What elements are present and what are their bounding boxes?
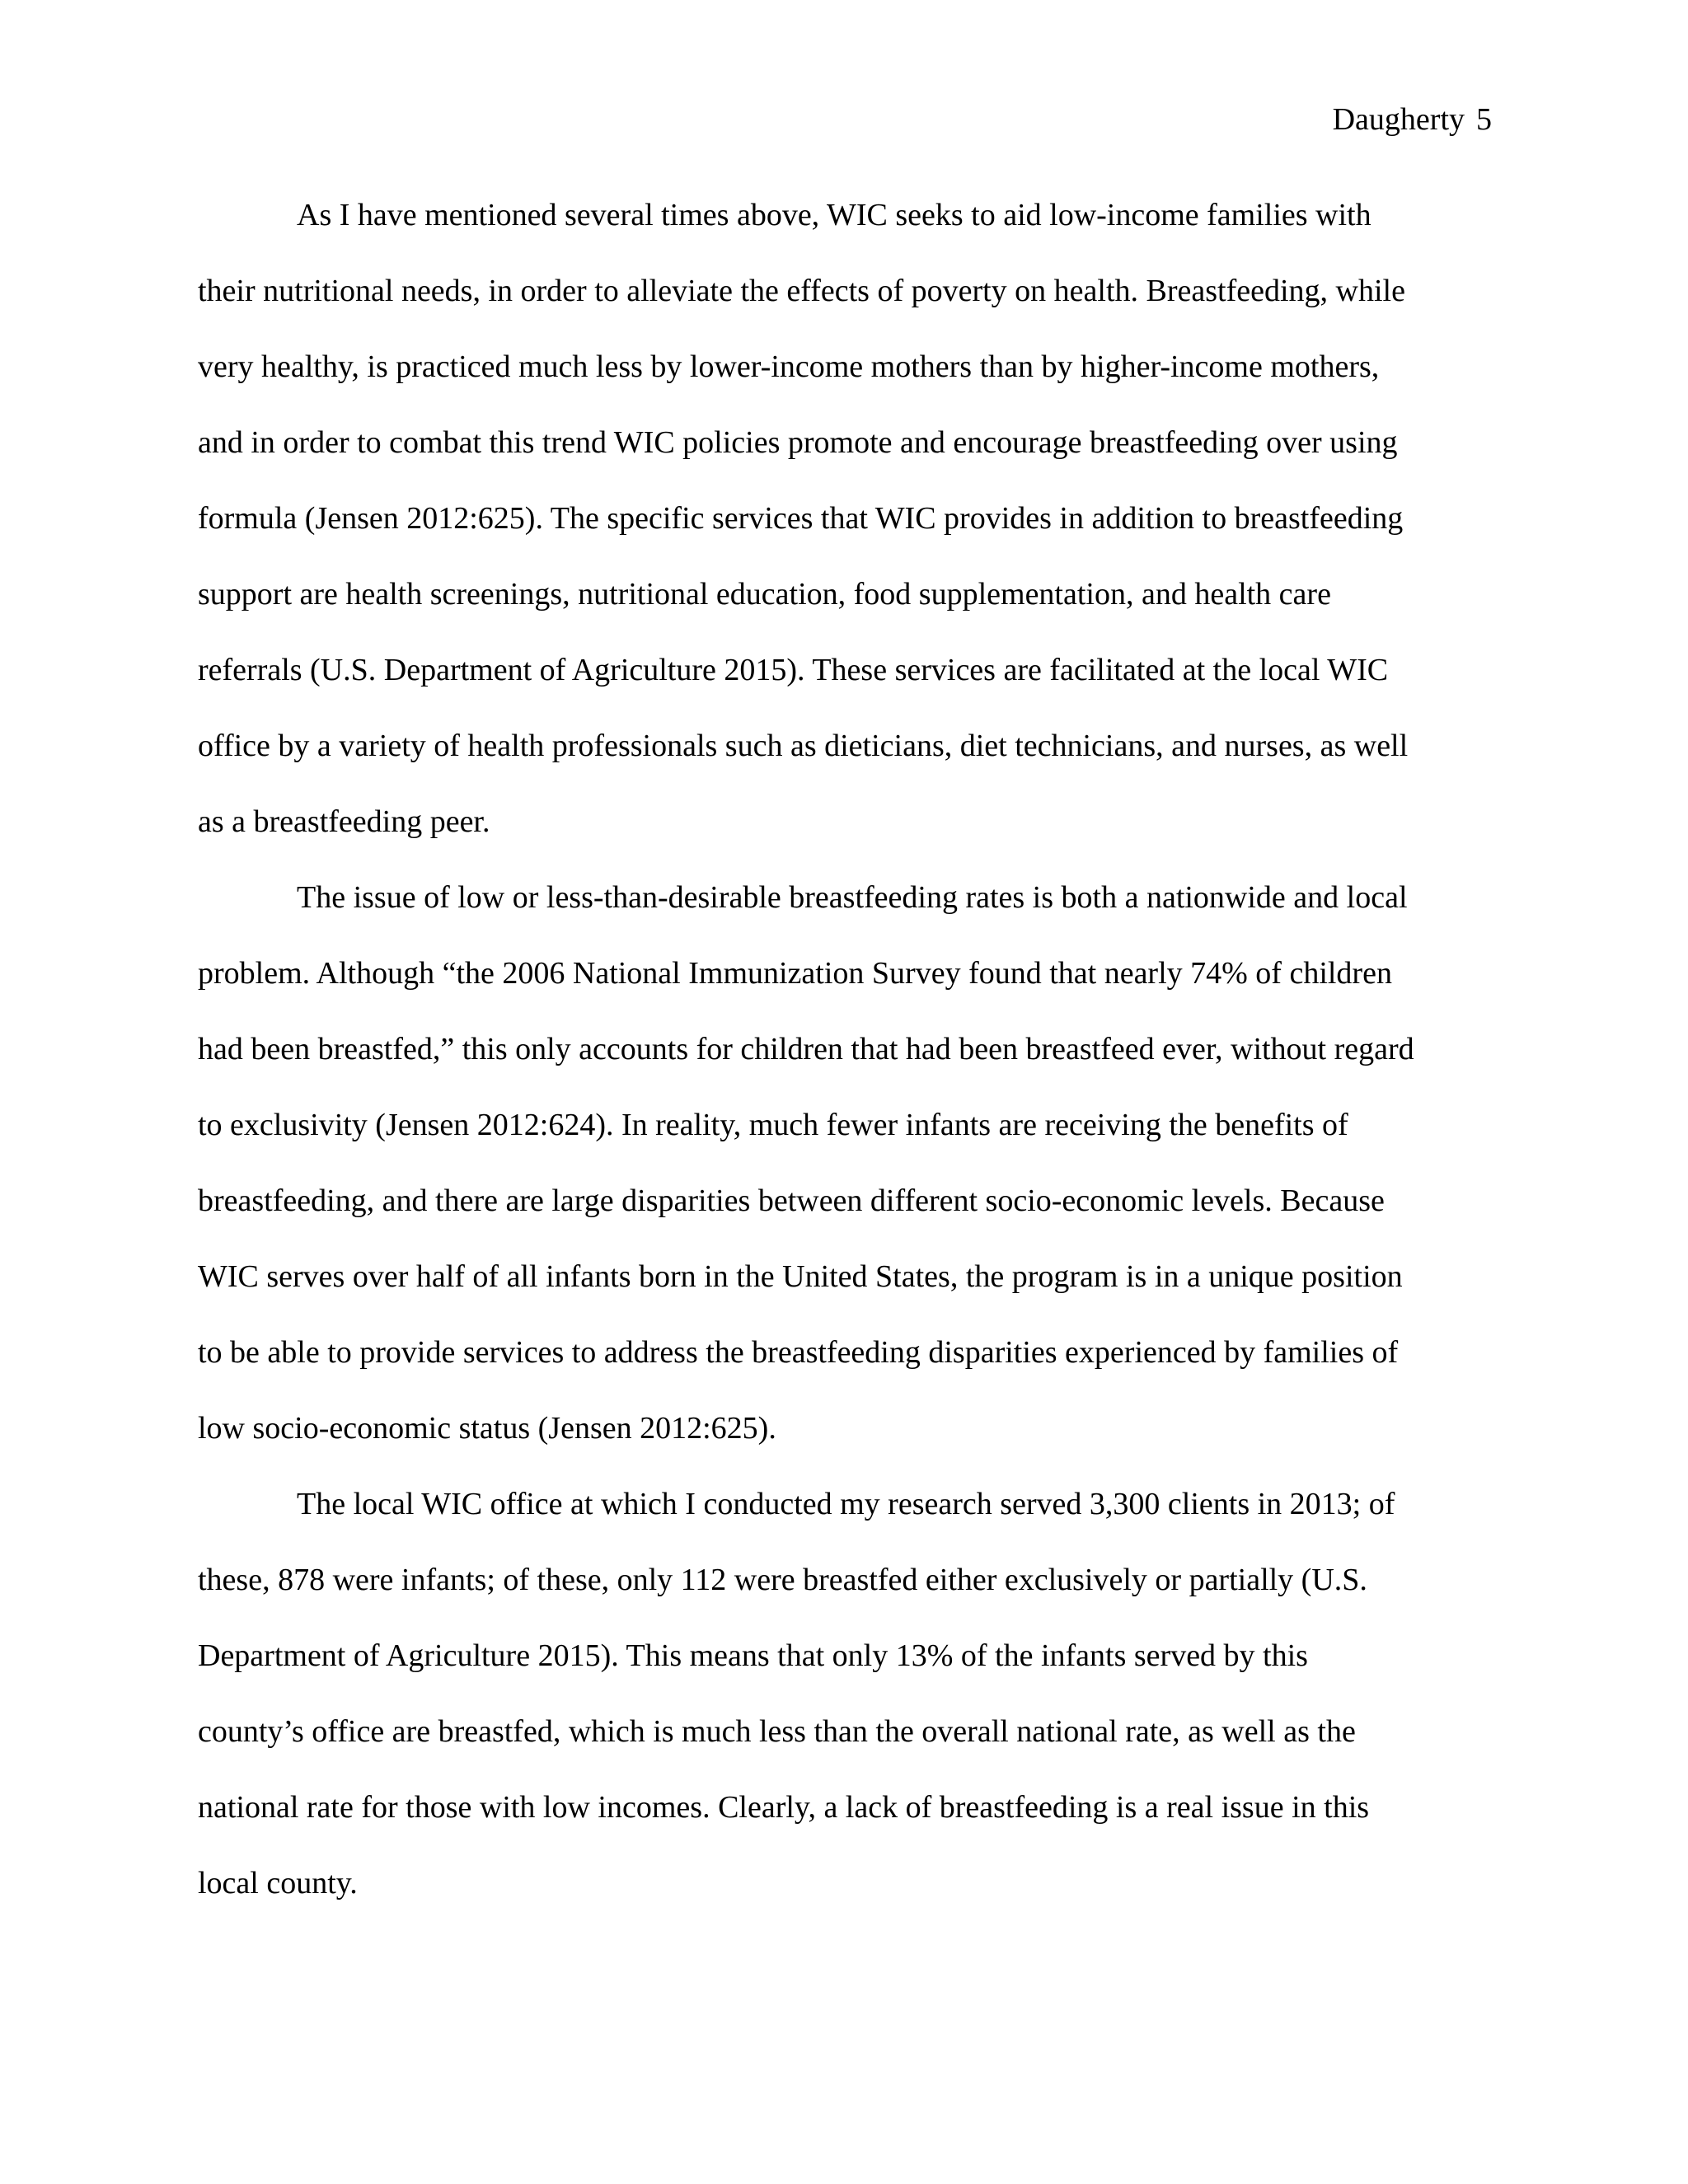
text-line: Department of Agriculture 2015). This means that only 13% of the infants served by this xyxy=(198,1638,1308,1673)
text-line: formula (Jensen 2012:625). The specific services that WIC provides in addition to breastfeeding xyxy=(198,501,1404,536)
text-line: The issue of low or less-than-desirable breastfeeding rates is both a nationwide and local xyxy=(297,880,1408,915)
text-line: problem. Although “the 2006 National Immunization Survey found that nearly 74% of children xyxy=(198,956,1392,991)
text-line: breastfeeding, and there are large disparities between different socio-economic levels. Because xyxy=(198,1183,1385,1218)
text-line: and in order to combat this trend WIC policies promote and encourage breastfeeding over using xyxy=(198,425,1398,460)
body-text xyxy=(198,194,1467,1938)
paragraph xyxy=(198,194,1467,877)
text-line: office by a variety of health professionals such as dieticians, diet technicians, and nurses, as well xyxy=(198,729,1409,763)
text-line: to be able to provide services to address the breastfeeding disparities experienced by families of xyxy=(198,1335,1399,1370)
text-line: had been breastfed,” this only accounts for children that had been breastfeed ever, without regard xyxy=(198,1032,1414,1066)
paragraph xyxy=(198,877,1467,1483)
text-line: to exclusivity (Jensen 2012:624). In reality, much fewer infants are receiving the benefits of xyxy=(198,1108,1348,1142)
text-line: county’s office are breastfed, which is much less than the overall national rate, as well as the xyxy=(198,1714,1356,1749)
author-name: Daugherty xyxy=(1332,102,1465,137)
text-line: as a breastfeeding peer. xyxy=(198,804,490,839)
text-line: The local WIC office at which I conducted my research served 3,300 clients in 2013; of xyxy=(297,1487,1395,1521)
text-line: very healthy, is practiced much less by lower-income mothers than by higher-income mothers, xyxy=(198,349,1380,384)
text-line: support are health screenings, nutritional education, food supplementation, and health care xyxy=(198,577,1331,612)
text-line: their nutritional needs, in order to alleviate the effects of poverty on health. Breastfeeding, while xyxy=(198,274,1405,308)
text-line: WIC serves over half of all infants born in the United States, the program is in a unique position xyxy=(198,1259,1403,1294)
text-line: low socio-economic status (Jensen 2012:625). xyxy=(198,1411,776,1446)
text-line: local county. xyxy=(198,1866,358,1900)
text-line: national rate for those with low incomes. Clearly, a lack of breastfeeding is a real issue in this xyxy=(198,1790,1370,1825)
page-number: 5 xyxy=(1476,102,1492,137)
text-line: referrals (U.S. Department of Agriculture 2015). These services are facilitated at the local WIC xyxy=(198,653,1389,687)
paragraph xyxy=(198,1483,1467,1938)
text-line: As I have mentioned several times above, WIC seeks to aid low-income families with xyxy=(297,198,1372,232)
text-line: these, 878 were infants; of these, only 112 were breastfed either exclusively or partially (U.S. xyxy=(198,1563,1367,1597)
running-head xyxy=(1333,99,1492,140)
